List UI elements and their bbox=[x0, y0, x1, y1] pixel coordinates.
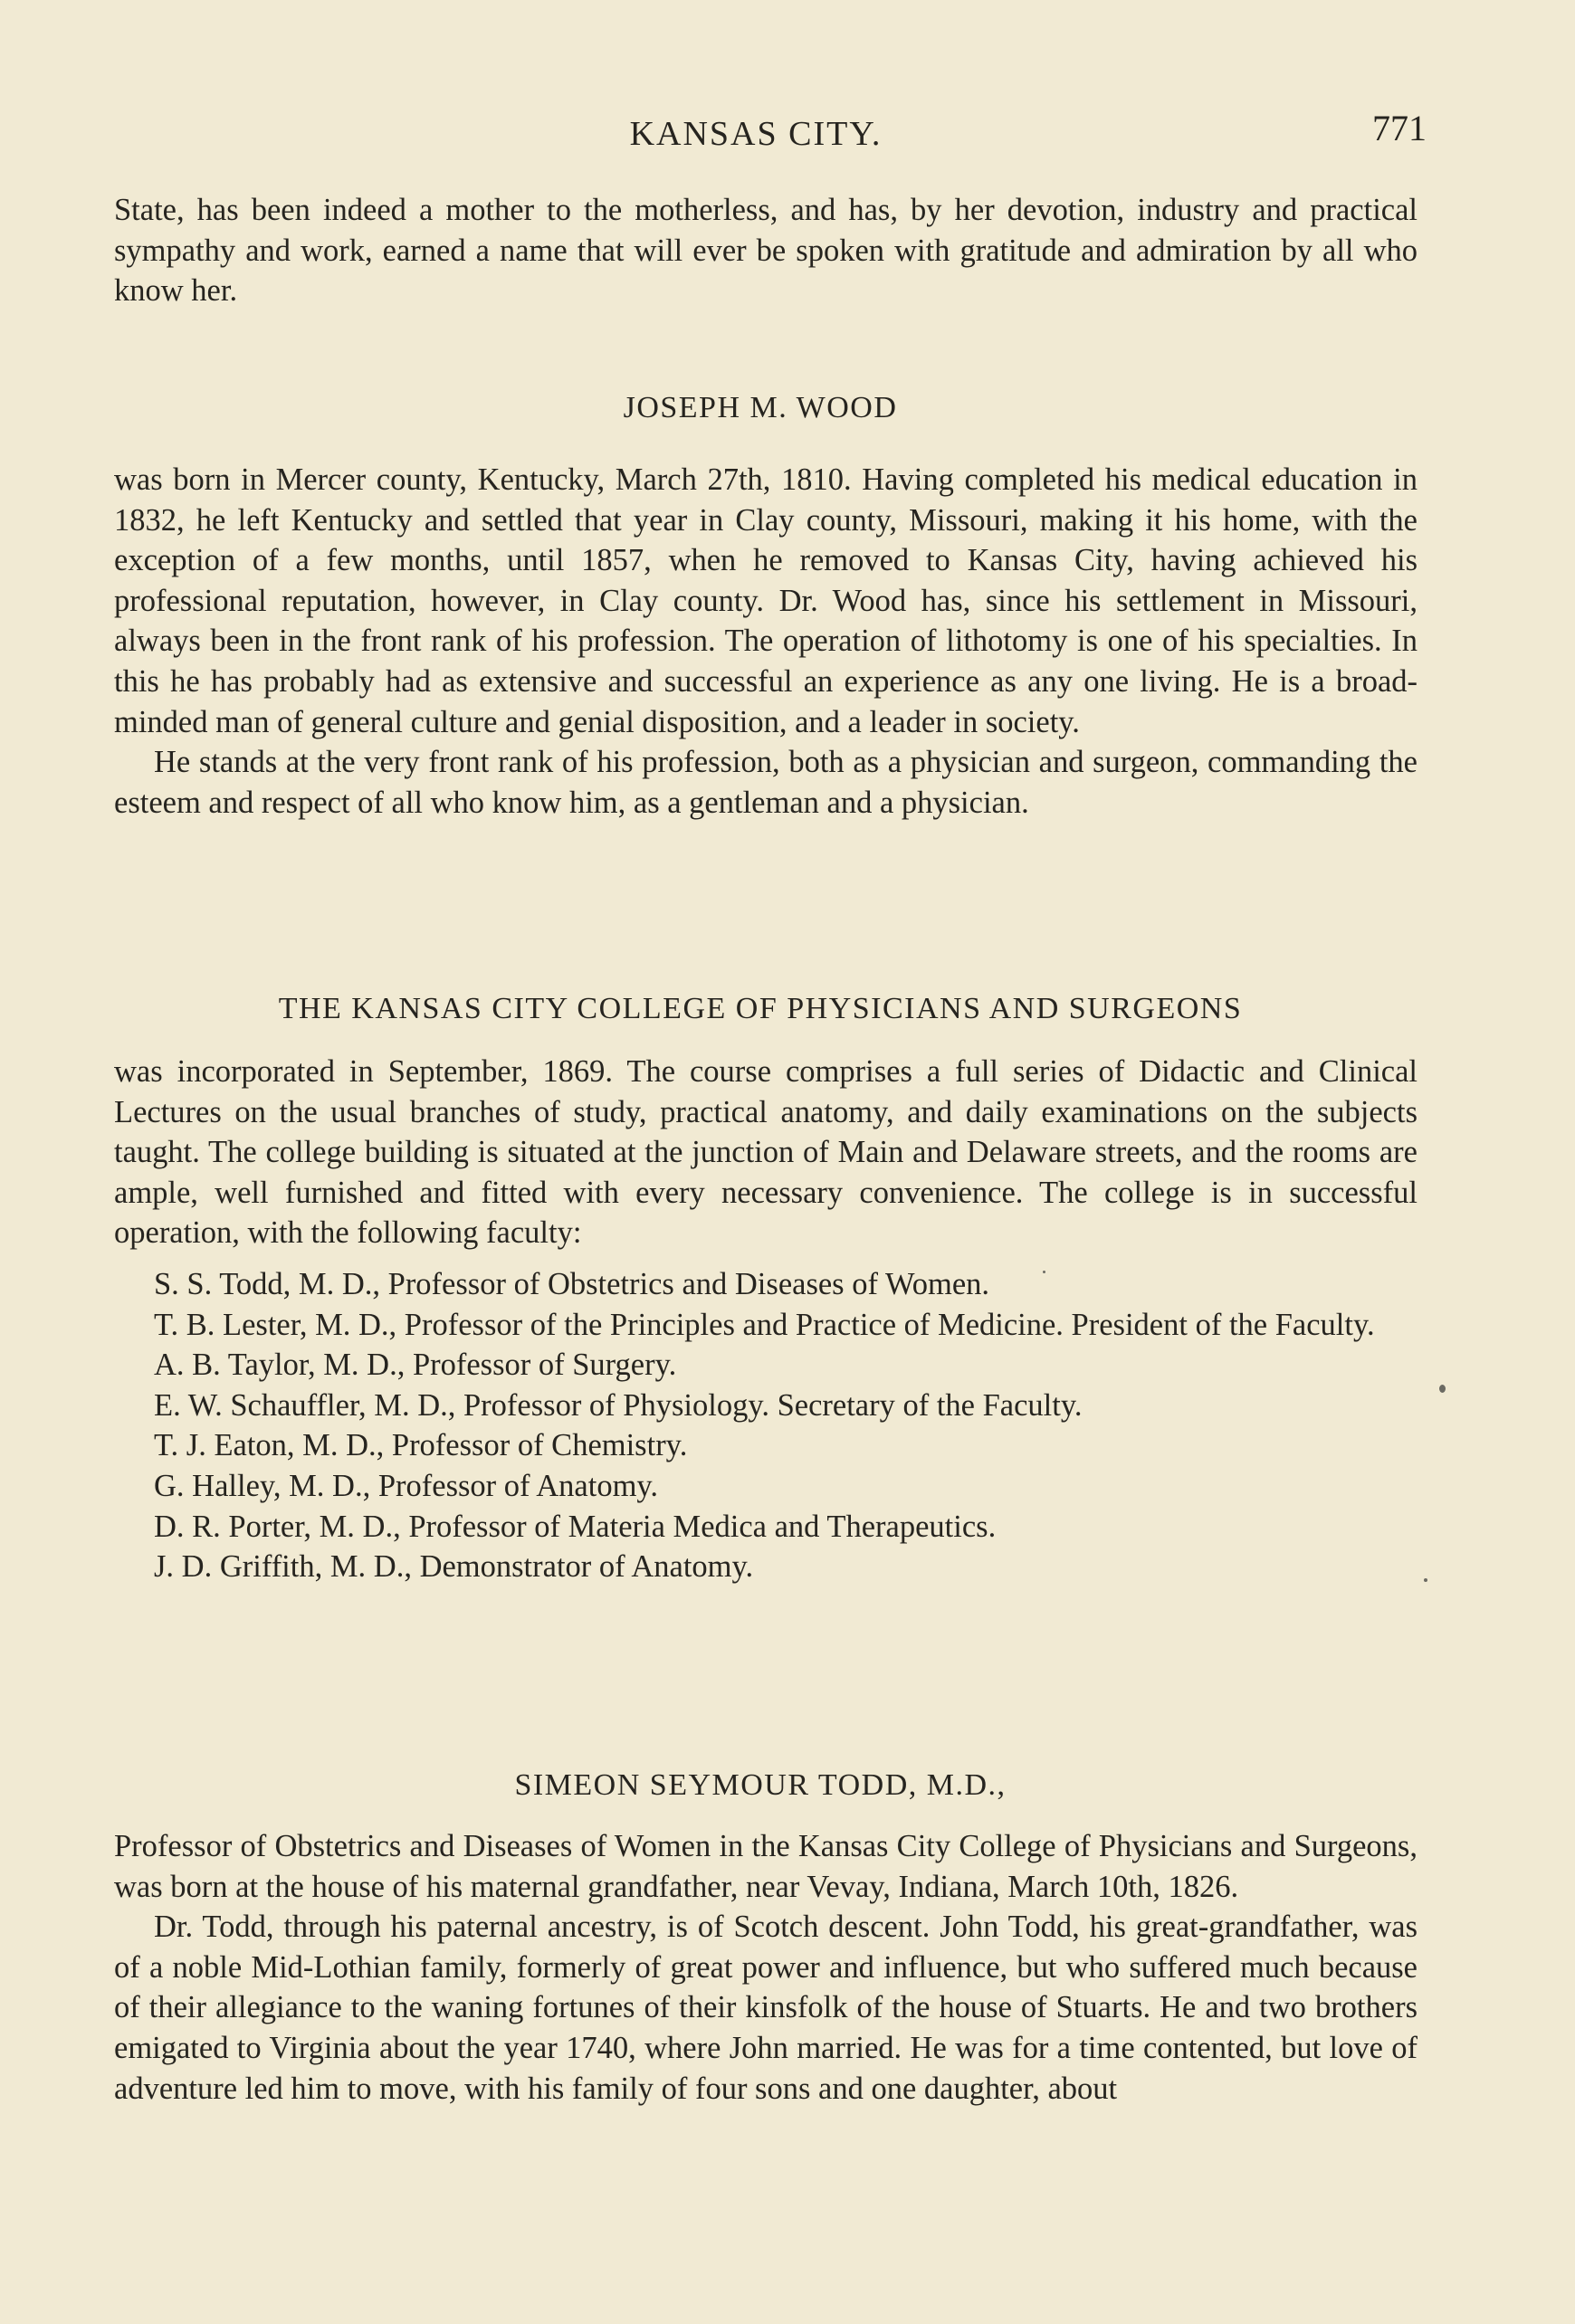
college-section bbox=[114, 1052, 1418, 1587]
faculty-member: D. R. Porter, M. D., Professor of Materia Medica and Therapeutics. bbox=[154, 1509, 997, 1544]
faculty-list bbox=[114, 1264, 1418, 1587]
wood-paragraph-1: was born in Mercer county, Kentucky, March 27th, 1810. Having completed his medical education in 1832, he left Kentucky and settled that year in Clay county, Missouri, making it his home, with the exception of a few months, until 1857, when he removed to Kansas City, having achieved his professional reputation, however, in Clay county. Dr. Wood has, since his settlement in Missouri, always been in the front rank of his profession. The operation of lithotomy is one of his specialties. In this he has probably had as extensive and successful an experience as any one living. He is a broad-minded man of general culture and genial disposition, and a leader in society. bbox=[114, 462, 1418, 739]
ink-speck bbox=[1439, 1385, 1446, 1393]
running-title: KANSAS CITY. bbox=[629, 115, 883, 153]
running-head bbox=[0, 107, 1575, 161]
faculty-member: A. B. Taylor, M. D., Professor of Surgery. bbox=[154, 1348, 677, 1383]
college-paragraph: was incorporated in September, 1869. The course comprises a full series of Didactic and Clinical Lectures on the usual branches of study, practical anatomy, and daily examinations on the subjects taught. The college building is situated at the junction of Main and Delaware streets, and the rooms are ample, well furnished and fitted with every necessary convenience. The college is in successful operation, with the following faculty: bbox=[114, 1054, 1418, 1251]
faculty-member: T. B. Lester, M. D., Professor of the Principles and Practice of Medicine. President of the Faculty. bbox=[154, 1307, 1375, 1342]
faculty-member: S. S. Todd, M. D., Professor of Obstetrics and Diseases of Women. bbox=[154, 1266, 990, 1301]
todd-section bbox=[114, 1826, 1418, 2109]
ink-speck bbox=[1424, 1578, 1427, 1582]
college-heading: THE KANSAS CITY COLLEGE OF PHYSICIANS AND SURGEONS bbox=[278, 992, 1243, 1025]
faculty-member: J. D. Griffith, M. D., Demonstrator of Anatomy. bbox=[154, 1549, 754, 1585]
faculty-member: E. W. Schauffler, M. D., Professor of Physiology. Secretary of the Faculty. bbox=[154, 1387, 1083, 1423]
wood-section bbox=[114, 460, 1418, 823]
todd-paragraph-2: Dr. Todd, through his paternal ancestry, is of Scotch descent. John Todd, his great-grandfather, was of a noble Mid-Lothian family, formerly of great power and influence, but who suffered much because of their allegiance to the waning fortunes of their kinsfolk of the house of Stuarts. He and two brothers emigated to Virginia about the year 1740, where John married. He was for a time contented, but love of adventure led him to move, with his family of four sons and one daughter, about bbox=[114, 1910, 1418, 2106]
page-number: 771 bbox=[1372, 108, 1427, 148]
faculty-member: T. J. Eaton, M. D., Professor of Chemistry. bbox=[154, 1428, 688, 1463]
faculty-member: G. Halley, M. D., Professor of Anatomy. bbox=[154, 1468, 659, 1503]
intro-section bbox=[114, 190, 1418, 311]
intro-paragraph: State, has been indeed a mother to the motherless, and has, by her devotion, industry and practical sympathy and work, earned a name that will ever be spoken with gratitude and admiration by all who know her. bbox=[114, 193, 1418, 309]
todd-heading: SIMEON SEYMOUR TODD, M.D., bbox=[514, 1768, 1007, 1802]
wood-heading: JOSEPH M. WOOD bbox=[623, 391, 898, 424]
ink-speck bbox=[1043, 1271, 1045, 1273]
wood-paragraph-2: He stands at the very front rank of his profession, both as a physician and surgeon, commanding the esteem and respect of all who know him, as a gentleman and a physician. bbox=[114, 745, 1418, 820]
todd-paragraph-1: Professor of Obstetrics and Diseases of Women in the Kansas City College of Physicians and Surgeons, was born at the house of his maternal grandfather, near Vevay, Indiana, March 10th, 1826. bbox=[114, 1829, 1418, 1904]
